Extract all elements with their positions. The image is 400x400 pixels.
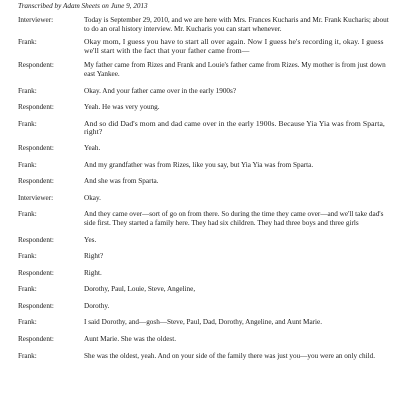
transcription-credit: Transcribed by Adam Sheets on June 9, 2013 <box>18 2 148 10</box>
speaker-label: Frank: <box>18 38 37 47</box>
transcript-entry <box>18 318 390 327</box>
utterance-text: And my grandfather was from Rizes, like you say, but Yia Yia was from Sparta. <box>84 160 314 169</box>
utterance-text: And so did Dad's mom and dad came over in the early 1900s. Because Yia Yia was from Sparta, right? <box>84 118 385 137</box>
speaker-label: Respondent: <box>18 61 54 70</box>
transcript-entry <box>18 352 390 361</box>
speaker-label: Respondent: <box>18 103 54 112</box>
speaker-label: Respondent: <box>18 335 54 344</box>
utterance-text: Okay. And your father came over in the early 1900s? <box>84 86 237 95</box>
utterance-text: Yes. <box>84 235 97 244</box>
transcript-entry <box>18 210 390 227</box>
speaker-label: Frank: <box>18 351 37 360</box>
transcript-entry <box>18 87 390 96</box>
speaker-label: Respondent: <box>18 235 54 244</box>
transcript-entry <box>18 120 390 137</box>
speaker-label: Frank: <box>18 86 37 95</box>
transcript-entry <box>18 302 390 311</box>
utterance-text: Okay mom, I guess you have to start all over again. Now I guess he's recording it, okay. I guess we'll start with the fact that your father came from— <box>84 37 384 55</box>
speaker-label: Interviewer: <box>18 16 54 24</box>
utterance-text: Aunt Marie. She was the oldest. <box>84 335 177 344</box>
speaker-label: Respondent: <box>18 177 54 186</box>
utterance-text: Today is September 29, 2010, and we are here with Mrs. Frances Kucharis and Mr. Frank Kucharis; about to do an oral history interview. Mr. Kucharis you can start whenever. <box>84 16 389 33</box>
transcript-entry <box>18 285 390 294</box>
utterance-text: She was the oldest, yeah. And on your side of the family there was just you—you were an only child. <box>84 351 376 360</box>
utterance-text: Dorothy. <box>84 301 110 310</box>
speaker-label: Frank: <box>18 252 37 261</box>
utterance-text: My father came from Rizes and Frank and Louie's father came from Rizes. My mother is from just down east Yankee. <box>84 61 386 78</box>
speaker-label: Frank: <box>18 210 37 219</box>
transcript-entry <box>18 194 390 203</box>
speaker-label: Interviewer: <box>18 193 54 202</box>
transcript-entry <box>18 16 390 33</box>
transcript-body <box>18 16 390 360</box>
transcript-entry <box>18 38 390 55</box>
utterance-text: Dorothy, Paul, Louie, Steve, Angeline, <box>84 285 196 294</box>
speaker-label: Frank: <box>18 119 37 128</box>
utterance-text: Yeah. <box>84 143 101 152</box>
transcript-entry <box>18 177 390 186</box>
transcript-entry <box>18 269 390 278</box>
utterance-text: And she was from Sparta. <box>84 177 159 186</box>
speaker-label: Respondent: <box>18 268 54 277</box>
transcript-entry <box>18 144 390 153</box>
speaker-label: Respondent: <box>18 301 54 310</box>
transcript-entry <box>18 61 390 78</box>
speaker-label: Frank: <box>18 318 37 327</box>
transcript-entry <box>18 335 390 344</box>
transcript-entry <box>18 161 390 170</box>
transcript-entry <box>18 103 390 112</box>
utterance-text: Yeah. He was very young. <box>84 103 160 112</box>
utterance-text: And they came over—sort of go on from there. So during the time they came over—and we'll take dad's side first. They started a family here. They had six children. They had three boys and three girls <box>84 210 384 227</box>
utterance-text: Okay. <box>84 193 101 202</box>
utterance-text: I said Dorothy, and—gosh—Steve, Paul, Dad, Dorothy, Angeline, and Aunt Marie. <box>84 318 323 327</box>
transcript-entry <box>18 236 390 245</box>
utterance-text: Right? <box>84 252 104 261</box>
speaker-label: Frank: <box>18 285 37 294</box>
transcript-entry <box>18 252 390 261</box>
utterance-text: Right. <box>84 268 102 277</box>
speaker-label: Frank: <box>18 160 37 169</box>
speaker-label: Respondent: <box>18 143 54 152</box>
